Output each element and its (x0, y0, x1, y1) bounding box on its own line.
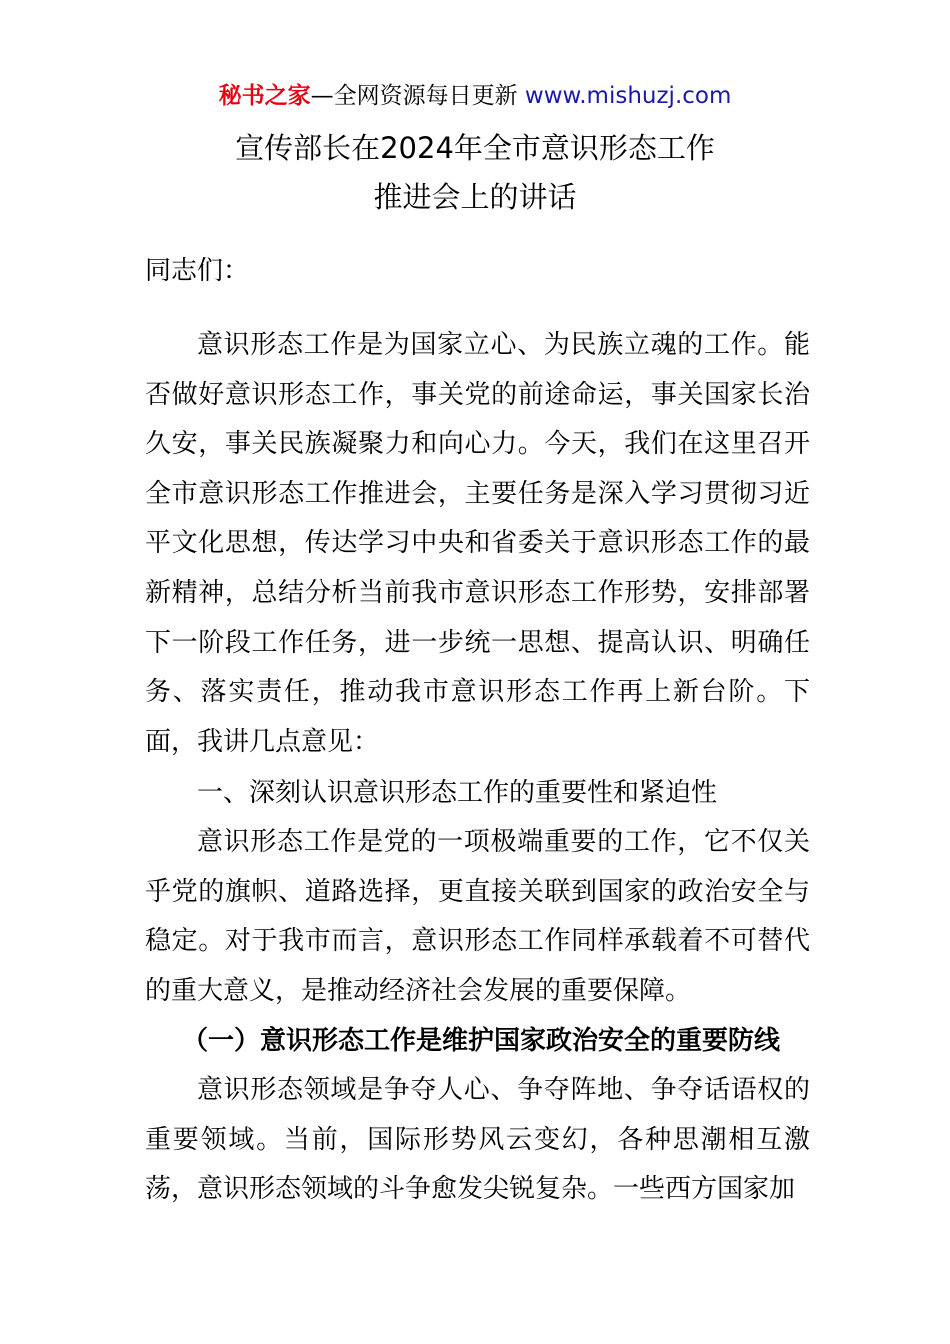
paragraph-subsection-1: 意识形态领域是争夺人心、争夺阵地、争夺话语权的重要领域。当前，国际形势风云变幻，各种思潮相互激荡，意识形态领域的斗争愈发尖锐复杂。一些西方国家加 (145, 1075, 810, 1205)
paragraph-section-1: 意识形态工作是党的一项极端重要的工作，它不仅关乎党的旗帜、道路选择，更直接关联到国家的政治安全与稳定。对于我市而言，意识形态工作同样承载着不可替代的重大意义，是推动经济社会发展的重要保障。 (145, 827, 810, 1006)
salutation: 同志们： (145, 256, 250, 286)
document-title-line-1: 宣传部长在2024年全市意识形态工作 (235, 131, 715, 165)
site-brand: 秘书之家 (218, 83, 311, 109)
subsection-heading-1: （一）意识形态工作是维护国家政治安全的重要防线 (181, 1026, 780, 1056)
site-url-link[interactable]: www.mishuzj.com (524, 83, 732, 109)
section-heading-1: 一、深刻认识意识形态工作的重要性和紧迫性 (197, 778, 718, 808)
document-title-line-2: 推进会上的讲话 (373, 180, 577, 214)
site-header (0, 80, 950, 112)
paragraph-intro: 意识形态工作是为国家立心、为民族立魂的工作。能否做好意识形态工作，事关党的前途命运，事关国家长治久安，事关民族凝聚力和向心力。今天，我们在这里召开全市意识形态工作推进会，主要任务是深入学习贯彻习近平文化思想，传达学习中央和省委关于意识形态工作的最新精神，总结分析当前我市意识形态工作形势，安排部署下一阶段工作任务，进一步统一思想、提高认识、明确任务、落实责任，推动我市意识形态工作再上新台阶。下面，我讲几点意见： (145, 330, 810, 757)
site-slogan: —全网资源每日更新 (310, 83, 518, 109)
